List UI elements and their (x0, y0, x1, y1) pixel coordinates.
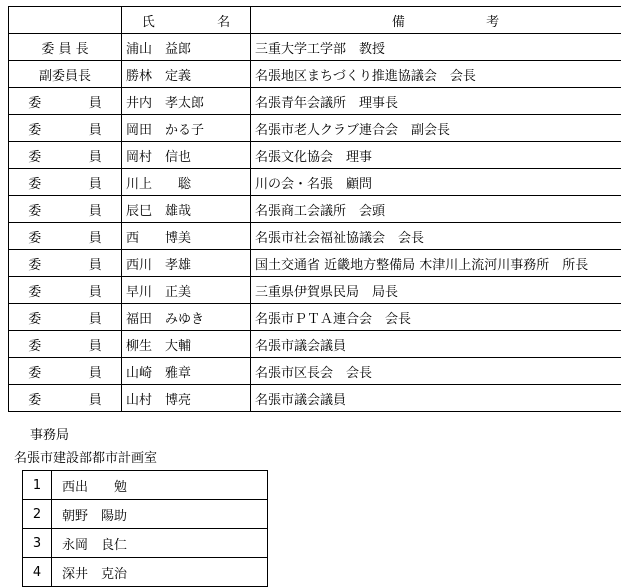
cell-number: 4 (23, 558, 52, 587)
table-row (23, 500, 268, 529)
cell-role: 委 員 (9, 115, 122, 142)
cell-name: 岡村 信也 (122, 142, 251, 169)
cell-name: 井内 孝太郎 (122, 88, 251, 115)
column-header-name: 氏 名 (122, 7, 251, 34)
cell-role: 委 員 (9, 196, 122, 223)
cell-name: 早川 正美 (122, 277, 251, 304)
table-row (9, 115, 621, 142)
cell-number: 3 (23, 529, 52, 558)
cell-name: 勝林 定義 (122, 61, 251, 88)
cell-remark: 名張市ＰＴＡ連合会 会長 (251, 304, 621, 331)
committee-member-table (8, 6, 621, 412)
cell-name: 西川 孝雄 (122, 250, 251, 277)
cell-name: 辰巳 雄哉 (122, 196, 251, 223)
cell-name: 柳生 大輔 (122, 331, 251, 358)
cell-remark: 名張市老人クラブ連合会 副会長 (251, 115, 621, 142)
table-row (23, 471, 268, 500)
cell-staff-name: 永岡 良仁 (52, 529, 268, 558)
table-header-row (9, 7, 621, 34)
cell-remark: 名張市議会議員 (251, 385, 621, 412)
table-row (23, 529, 268, 558)
cell-role: 委 員 (9, 304, 122, 331)
table-row (23, 558, 268, 587)
table-row (9, 277, 621, 304)
cell-name: 岡田 かる子 (122, 115, 251, 142)
column-header-remark: 備 考 (251, 7, 621, 34)
table-row (9, 223, 621, 250)
cell-name: 山村 博亮 (122, 385, 251, 412)
cell-role: 委 員 (9, 142, 122, 169)
cell-role: 委 員 (9, 358, 122, 385)
table-row (9, 304, 621, 331)
cell-name: 川上 聡 (122, 169, 251, 196)
cell-remark: 名張市区長会 会長 (251, 358, 621, 385)
secretariat-title: 事務局 (30, 424, 613, 443)
table-row (9, 169, 621, 196)
cell-remark: 名張商工会議所 会頭 (251, 196, 621, 223)
cell-role: 委 員 (9, 331, 122, 358)
cell-role: 委 員 (9, 385, 122, 412)
cell-remark: 三重大学工学部 教授 (251, 34, 621, 61)
cell-number: 1 (23, 471, 52, 500)
cell-name: 山崎 雅章 (122, 358, 251, 385)
cell-remark: 川の会・名張 顧問 (251, 169, 621, 196)
staff-table-body (23, 471, 268, 587)
cell-remark: 国土交通省 近畿地方整備局 木津川上流河川事務所 所長 (251, 250, 621, 277)
cell-name: 浦山 益郎 (122, 34, 251, 61)
table-row (9, 142, 621, 169)
column-header-role (9, 7, 122, 34)
table-row (9, 331, 621, 358)
cell-role: 委 員 (9, 223, 122, 250)
cell-role: 委 員 (9, 277, 122, 304)
cell-role: 委 員 (9, 250, 122, 277)
cell-name: 西 博美 (122, 223, 251, 250)
table-row (9, 88, 621, 115)
cell-remark: 名張市社会福祉協議会 会長 (251, 223, 621, 250)
cell-name: 福田 みゆき (122, 304, 251, 331)
cell-remark: 名張市議会議員 (251, 331, 621, 358)
cell-remark: 名張青年会議所 理事長 (251, 88, 621, 115)
cell-role: 委 員 (9, 169, 122, 196)
committee-table-header (9, 7, 621, 34)
committee-table-body (9, 34, 621, 412)
table-row (9, 61, 621, 88)
cell-role: 委 員 長 (9, 34, 122, 61)
cell-staff-name: 深井 克治 (52, 558, 268, 587)
table-row (9, 385, 621, 412)
cell-role: 委 員 (9, 88, 122, 115)
cell-role: 副委員長 (9, 61, 122, 88)
cell-staff-name: 朝野 陽助 (52, 500, 268, 529)
cell-remark: 名張地区まちづくり推進協議会 会長 (251, 61, 621, 88)
table-row (9, 196, 621, 223)
table-row (9, 34, 621, 61)
table-row (9, 250, 621, 277)
secretariat-department: 名張市建設部都市計画室 (14, 447, 613, 466)
secretariat-staff-table (22, 470, 268, 587)
cell-staff-name: 西出 勉 (52, 471, 268, 500)
cell-remark: 三重県伊賀県民局 局長 (251, 277, 621, 304)
cell-number: 2 (23, 500, 52, 529)
table-row (9, 358, 621, 385)
cell-remark: 名張文化協会 理事 (251, 142, 621, 169)
